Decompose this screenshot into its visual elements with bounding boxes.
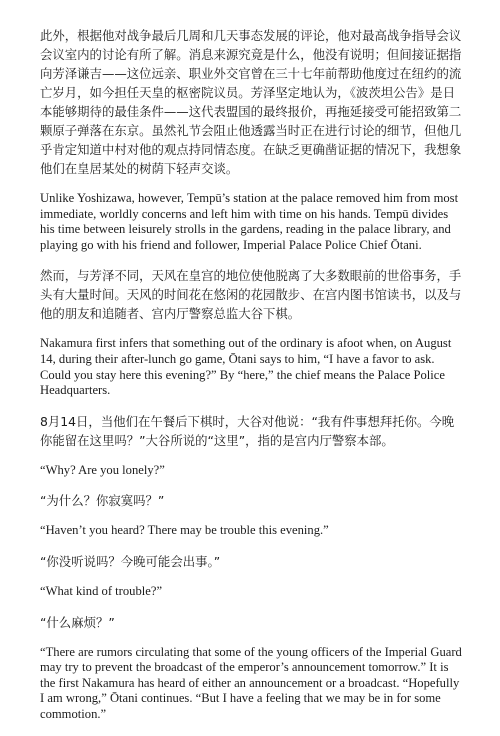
- paragraph-zh-5: “你没听说吗？今晚可能会出事。”: [40, 553, 221, 569]
- paragraph-en-2: Nakamura first infers that something out of the ordinary is afoot when, on August 14, during their after-lunch go game, Ōtani says to him, “I have a favor to ask. Could you stay here this evening?” By “here,” the chief means the Palace Police Headquarters.: [40, 336, 452, 398]
- paragraph-en-4: “Haven’t you heard? There may be trouble this evening.”: [40, 523, 329, 538]
- paragraph-zh-6: “什么麻烦？”: [40, 614, 115, 630]
- paragraph-zh-2: 然而，与芳泽不同，天风在皇宫的地位使他脱离了大多数眼前的世俗事务，手头有大量时间。天风的时间花在悠闲的花园散步、在宫内图书馆读书，以及与他的朋友和追随者、宫内厅警察总监大谷下棋。: [40, 268, 462, 322]
- paragraph-en-5: “What kind of trouble?”: [40, 583, 163, 598]
- paragraph-en-1: Unlike Yoshizawa, however, Tempū’s station at the palace removed him from most immediate, worldly concerns and left him with time on his hands. Tempū divides his time between leisurely strolls in the gardens, reading in the palace library, and playing go with his friend and follower, Imperial Palace Police Chief Ōtani.: [40, 191, 459, 252]
- paragraph-en-3: “Why? Are you lonely?”: [40, 462, 165, 477]
- paragraph-zh-3: 8月14日，当他们在午餐后下棋时，大谷对他说：“我有件事想拜托你。今晚你能留在这里吗？”大谷所说的“这里”，指的是宫内厅警察本部。: [40, 413, 455, 448]
- paragraph-zh-1: 此外，根据他对战争最后几周和几天事态发展的评论，他对最高战争指导会议会议室内的讨论有所了解。消息来源究竟是什么，他没有说明；但间接证据指向芳泽谦吉——这位远亲、职业外交官曾在三十七年前帮助他度过在纽约的流亡岁月，如今担任天皇的枢密院议员。芳泽坚定地认为，《波茨坦公告》是日本能够期待的最佳条件——这代表盟国的最终报价，再拖延接受可能招致第二颗原子弹落在东京。虽然礼节会阻止他透露当时正在进行讨论的细节，但他几乎肯定知道中村对他的观点持同情态度。在缺乏更确凿证据的情况下，我想象他们在皇居某处的树荫下轻声交谈。: [40, 28, 462, 176]
- paragraph-en-6: “There are rumors circulating that some of the young officers of the Imperial Guard may try to prevent the broadcast of the emperor’s announcement tomorrow.” It is the first Nakamura has heard of either an announcement or a broadcast. “Hopefully I am wrong,” Ōtani continues. “But I have a feeling that we may be in for some commotion.”: [40, 644, 462, 721]
- document-page: [40, 26, 462, 736]
- paragraph-zh-4: “为什么？你寂寞吗？”: [40, 493, 165, 509]
